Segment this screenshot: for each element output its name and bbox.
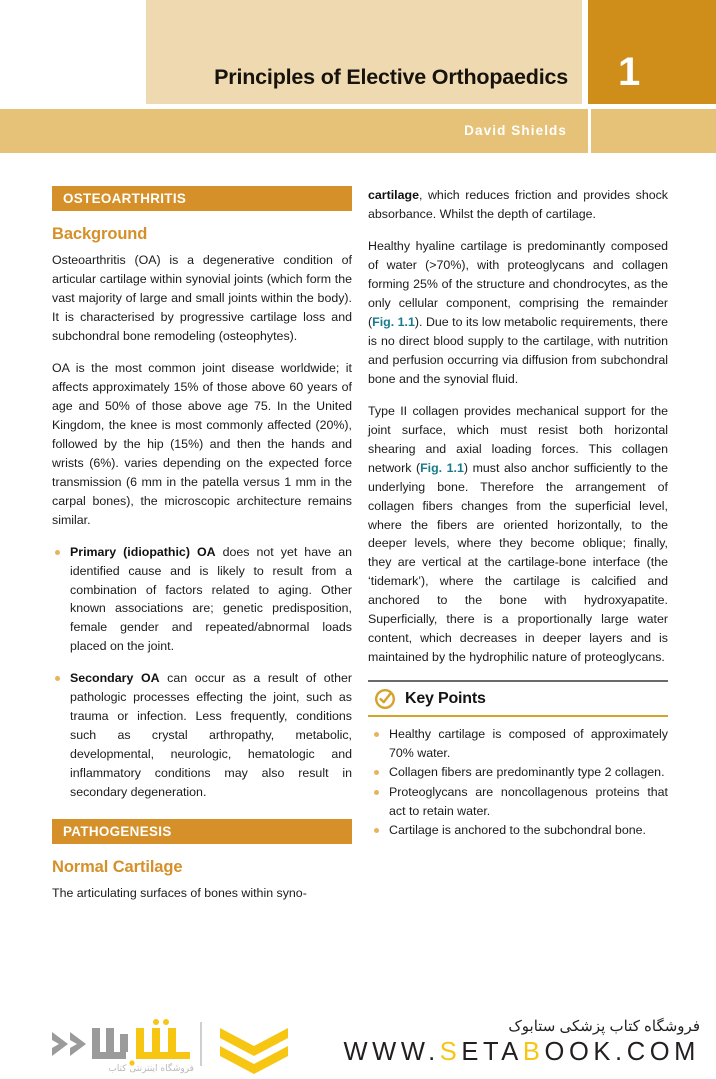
chapter-number: 1: [618, 50, 641, 94]
text-collagen-a: Type II collagen provides mechanical support for the joint surface, which must resist both horizontal shearing and axial loading forces. This collagen network (: [368, 403, 668, 475]
text-hyaline-b: ). Due to its low metabolic requirements, there is no direct blood supply to the cartilage, with nutrition and perfusion occurring via diffusion from subchondral bone and the synovial fluid.: [368, 314, 668, 386]
watermark-text-block: [300, 1016, 700, 1069]
logo-caption: فروشگاه اینترنتی کتاب: [108, 1064, 194, 1074]
chapter-number-band: [588, 0, 716, 104]
subheading-normal-cartilage: Normal Cartilage: [52, 858, 183, 877]
key-points-list: [368, 717, 668, 840]
figure-reference-link[interactable]: Fig. 1.1: [372, 314, 415, 329]
url-suffix: OOK.COM: [544, 1038, 700, 1066]
setabook-logo: [44, 1014, 300, 1074]
text-collagen-b: ) must also anchor sufficiently to the underlying bone. Therefore the arrangement of collagen fibers changes from the superficial level, where the fibers are oriented horizontally, to the deeper levels, where they become oblique; finally, they are vertical at the cartilage-bone interface (the ‘tidemark’), where the cartilage is calcified and anchored to the bone with hydroxyapatite. Superficially, there is a proportionally large water content, which decreases in deeper layers and is maintained by the hydrophilic nature of proteoglycans.: [368, 460, 668, 665]
url-letter-s: S: [439, 1038, 462, 1066]
paragraph-type-ii-collagen: [368, 402, 668, 668]
text-cartilage-continued: , which reduces friction and provides shock absorbance. Whilst the depth of cartilage.: [368, 188, 668, 221]
list-item: Healthy cartilage is composed of approximately 70% water.: [368, 725, 668, 762]
subheading-background: Background: [52, 225, 148, 243]
url-middle: ETA: [461, 1038, 523, 1066]
page-title: Principles of Elective Orthopaedics: [214, 65, 568, 89]
paragraph-normal-cartilage: The articulating surfaces of bones within syno-: [52, 886, 307, 901]
key-points-box: [368, 680, 668, 840]
author-band-divider: [588, 109, 591, 153]
list-item: Cartilage is anchored to the subchondral bone.: [368, 821, 668, 840]
author-band: [0, 109, 716, 153]
lead-cartilage: cartilage: [368, 188, 419, 202]
list-item: Proteoglycans are noncollagenous proteins that act to retain water.: [368, 783, 668, 820]
list-item: Collagen fibers are predominantly type 2 collagen.: [368, 763, 668, 782]
paragraph-oa-definition: Osteoarthritis (OA) is a degenerative condition of articular cartilage within synovial joints (which form the vast majority of large and small joints within the body). It is characterised by progressive cartilage loss and subchondral bone remodeling (osteophytes).: [52, 253, 352, 343]
figure-reference-link[interactable]: Fig. 1.1: [420, 460, 464, 475]
author-name: David Shields: [464, 123, 567, 138]
key-points-header: [368, 682, 668, 717]
section-heading-osteoarthritis: OSTEOARTHRITIS: [52, 186, 352, 211]
key-points-title: Key Points: [405, 690, 486, 708]
list-item: [52, 669, 352, 802]
footer-watermark: [0, 1006, 716, 1079]
persian-tagline: فروشگاه کتاب پزشکی ستابوک: [508, 1018, 700, 1035]
section-heading-pathogenesis: PATHOGENESIS: [52, 819, 352, 844]
paragraph-hyaline-cartilage: [368, 237, 668, 389]
bullet-text-primary-oa: does not yet have an identified cause and is likely to result from a combination of factors related to aging. Other known associations are; genetic predisposition, female gender and repeated/abnormal loads placed on the joint.: [70, 544, 352, 654]
chapter-title-band: [146, 0, 582, 104]
bullet-lead-primary-oa: Primary (idiopathic) OA: [70, 544, 216, 559]
left-column: [52, 186, 352, 1006]
site-url[interactable]: [300, 1037, 700, 1069]
bullet-text-secondary-oa: can occur as a result of other pathologic processes effecting the joint, such as trauma or infection. Less frequently, conditions such as crystal arthropathy, metabolic, developmental, neurologic, hematologic and inflammatory conditions may also result in secondary degeneration.: [70, 671, 352, 800]
oa-types-list: [52, 543, 352, 803]
list-item: [52, 543, 352, 657]
paragraph-oa-epidemiology: OA is the most common joint disease worldwide; it affects approximately 15% of those above 60 years of age and 50% of those above age 75. In the United Kingdom, the knee is most commonly affected (20%), followed by the hip (15%) and then the hands and wrists (6%). varies depending on the expected force transmission (6 mm in the patella versus 1 mm in the carpal bones), the microscopic architecture remains similar.: [52, 360, 352, 527]
text-hyaline-a: Healthy hyaline cartilage is predominantly composed of water (>70%), with proteoglycans and collagen forming 25% of the structure and chondrocytes, as the only cellular component, comprising the remainder (: [368, 238, 668, 329]
url-prefix: WWW.: [343, 1038, 440, 1066]
check-circle-icon: [374, 688, 396, 710]
two-column-body: [0, 186, 716, 1006]
url-letter-b: B: [522, 1038, 545, 1066]
paragraph-cartilage-continued: [368, 186, 668, 224]
bullet-lead-secondary-oa: Secondary OA: [70, 671, 160, 686]
right-column: [368, 186, 668, 1006]
